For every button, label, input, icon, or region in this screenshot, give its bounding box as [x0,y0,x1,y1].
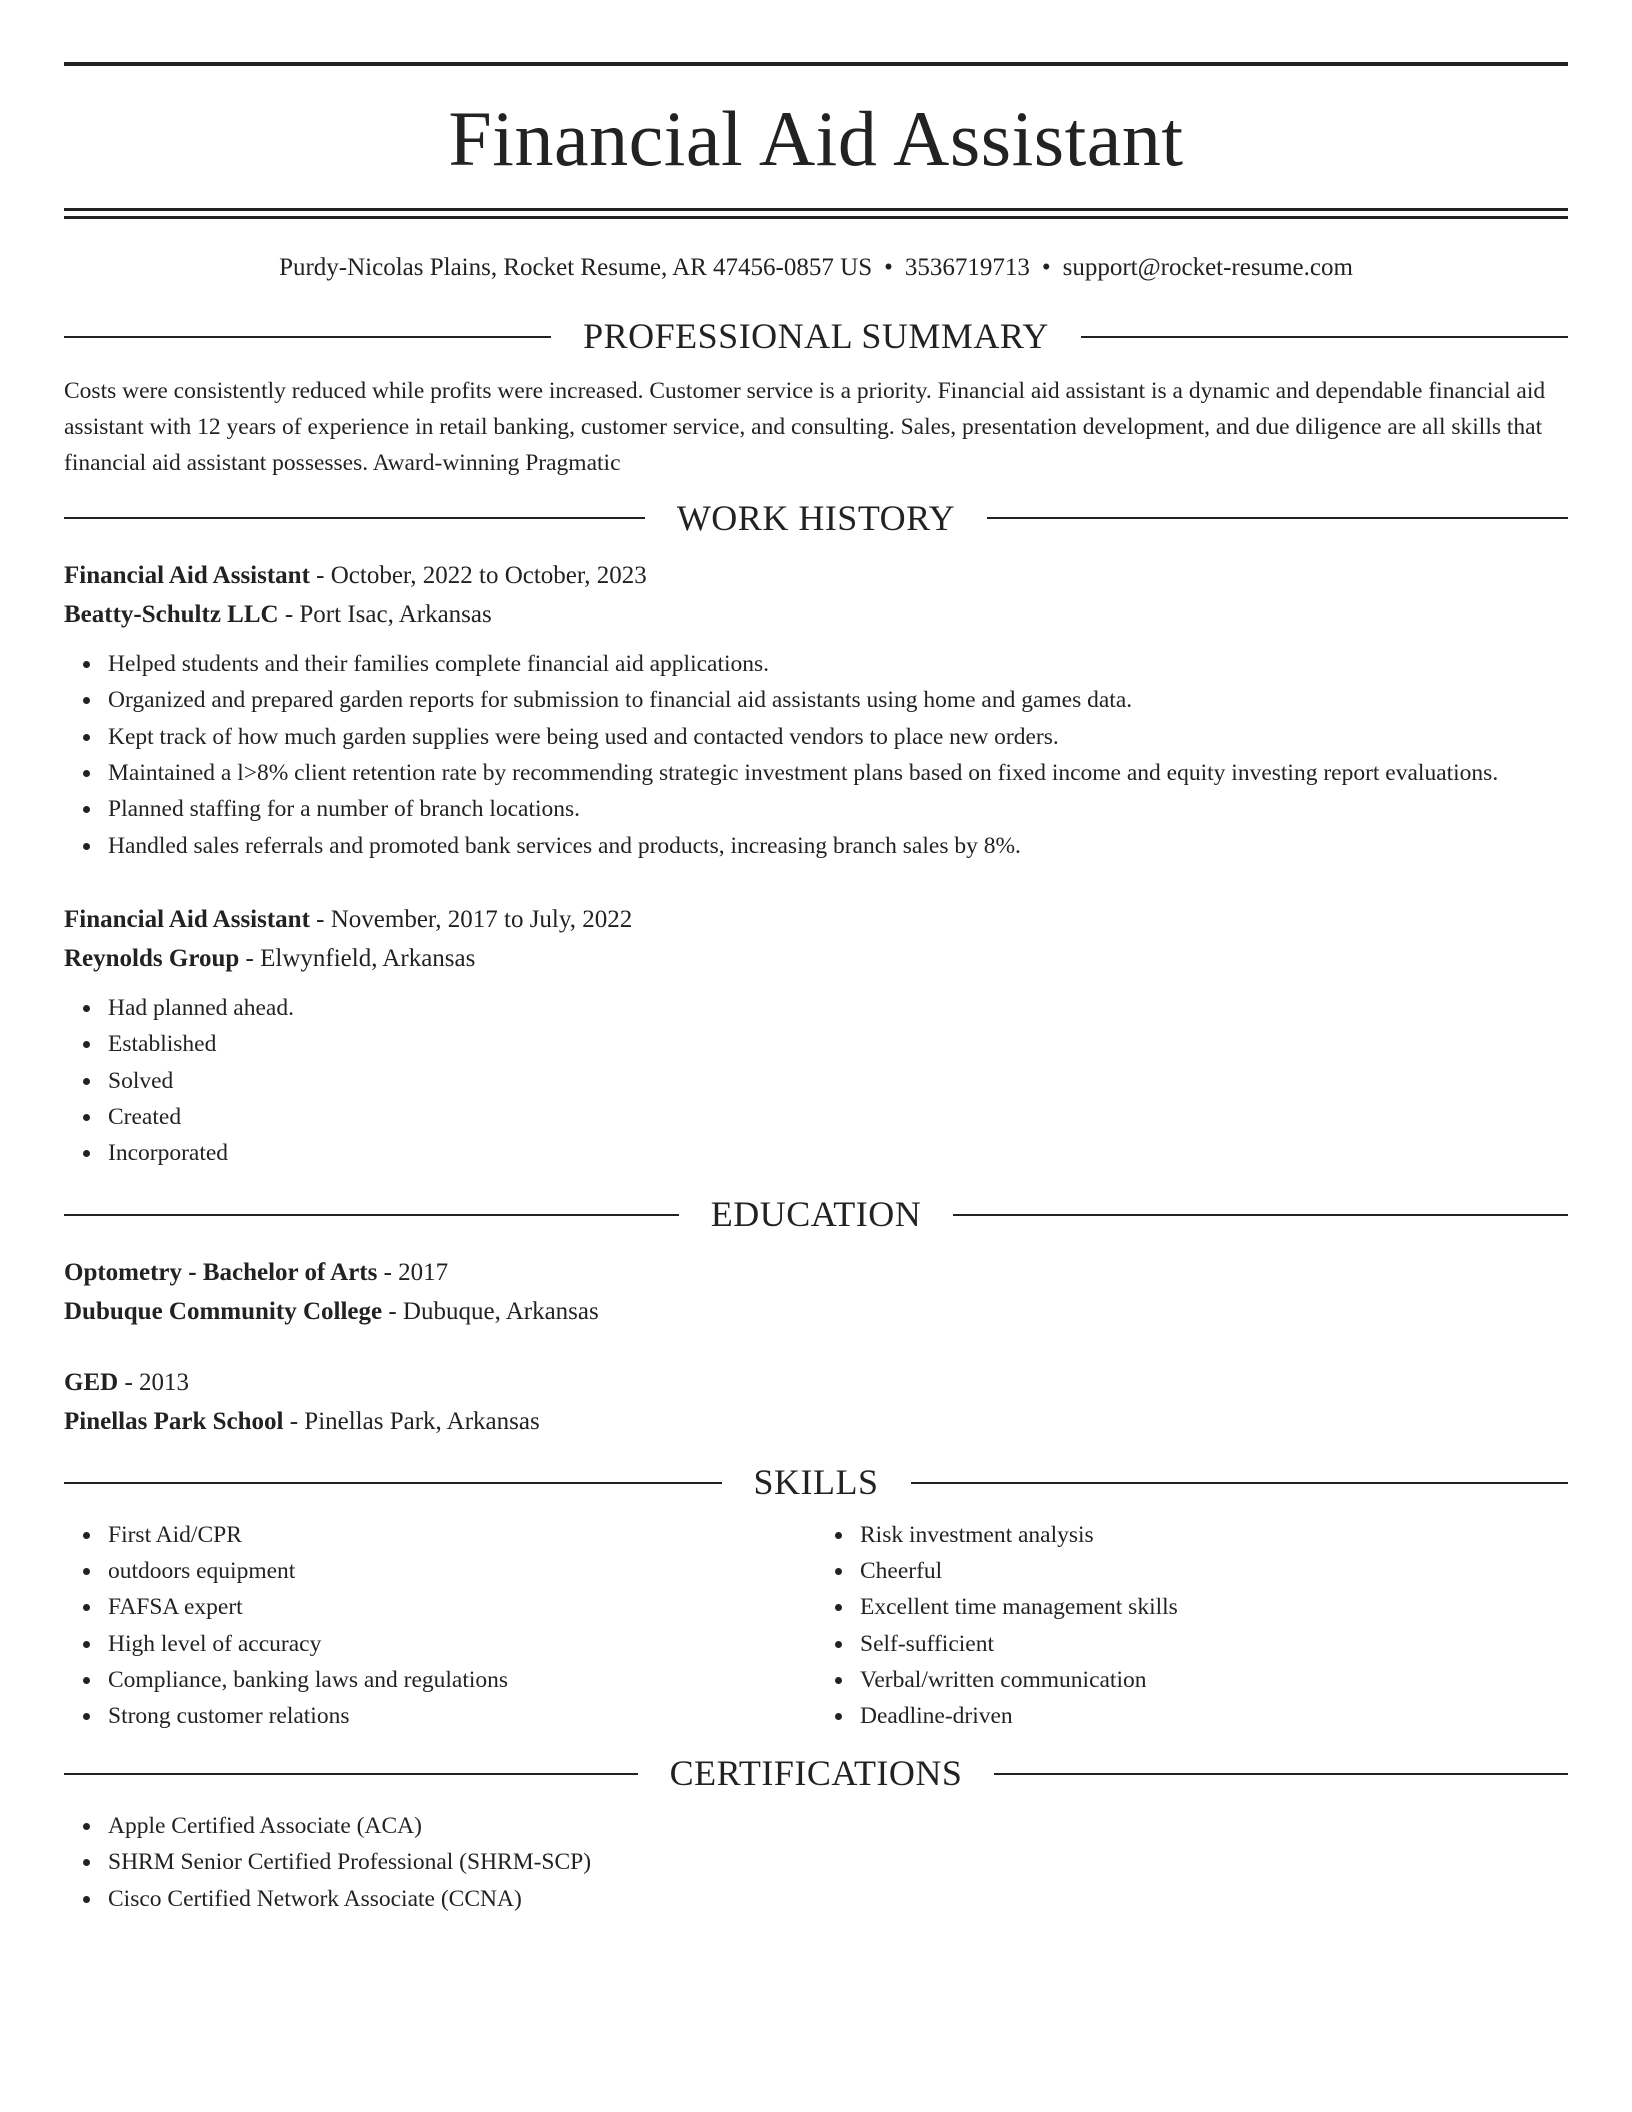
job-org-line [64,939,1568,978]
list-item: Apple Certified Associate (ACA) [108,1808,1568,1844]
job-title-line [64,900,1568,939]
skills-list-right [816,1517,1568,1735]
list-item: Established [108,1026,1568,1062]
education-entry [64,1253,1568,1331]
job-title: Financial Aid Assistant [64,562,310,590]
section-heading-education [64,1195,1568,1235]
list-item: Cisco Certified Network Associate (CCNA) [108,1881,1568,1917]
list-item: High level of accuracy [108,1626,816,1662]
education-heading: EDUCATION [710,1194,922,1235]
heading-rule-right [953,1214,1568,1216]
list-item: Had planned ahead. [108,990,1568,1026]
job-title: Financial Aid Assistant [64,905,310,933]
job-entry [64,556,1568,864]
list-item: FAFSA expert [108,1589,816,1625]
contact-phone: 3536719713 [904,254,1030,281]
heading-rule-right [994,1773,1568,1775]
job-entry [64,900,1568,1171]
list-item: Incorporated [108,1135,1568,1171]
education-year: - 2017 [377,1259,449,1287]
list-item: Solved [108,1063,1568,1099]
job-dates: - November, 2017 to July, 2022 [309,905,633,933]
list-item: Self-sufficient [860,1626,1568,1662]
certifications-heading: CERTIFICATIONS [669,1753,963,1794]
education-school-line [64,1292,1568,1331]
education-degree: GED [64,1369,119,1397]
education-year: - 2013 [118,1369,190,1397]
job-company: Beatty-Schultz LLC [64,601,279,629]
certifications-list [64,1808,1568,1917]
heading-rule-right [1081,336,1568,338]
heading-rule-left [64,336,551,338]
job-title-line [64,556,1568,595]
education-school: Dubuque Community College [64,1298,383,1326]
heading-rule-left [64,517,645,519]
list-item: Planned staffing for a number of branch locations. [108,791,1568,827]
list-item: Verbal/written communication [860,1662,1568,1698]
title-double-rule [64,208,1568,219]
contact-address: Purdy-Nicolas Plains, Rocket Resume, AR 47456-0857 US [279,254,873,281]
list-item: Deadline-driven [860,1698,1568,1734]
heading-rule-left [64,1214,679,1216]
list-item: Organized and prepared garden reports for submission to financial aid assistants using home and games data. [108,682,1568,718]
list-item: Risk investment analysis [860,1517,1568,1553]
job-location: - Elwynfield, Arkansas [239,944,476,972]
work-heading: WORK HISTORY [676,497,956,538]
education-degree-line [64,1363,1568,1402]
list-item: Compliance, banking laws and regulations [108,1662,816,1698]
education-degree-line [64,1253,1568,1292]
section-heading-skills [64,1463,1568,1503]
contact-line [64,253,1568,283]
contact-separator: • [884,254,893,281]
section-heading-certifications [64,1754,1568,1794]
heading-rule-right [911,1482,1569,1484]
education-school: Pinellas Park School [64,1408,284,1436]
heading-rule-left [64,1482,722,1484]
education-location: - Pinellas Park, Arkansas [283,1408,540,1436]
summary-text: Costs were consistently reduced while profits were increased. Customer service is a priority. Financial aid assistant is a dynamic and dependable financial aid assistant with 12 years of experience in retail banking, customer service, and consulting. Sales, presentation development, and due diligence are all skills that financial aid assistant possesses. Award-winning Pragmatic [64,377,1546,476]
contact-separator: • [1041,254,1051,281]
list-item: Maintained a l>8% client retention rate by recommending strategic investment plans based on fixed income and equity investing report evaluations. [108,755,1568,791]
job-location: - Port Isac, Arkansas [278,601,492,629]
list-item: Excellent time management skills [860,1589,1568,1625]
contact-email: support@rocket-resume.com [1062,254,1353,281]
list-item: Created [108,1099,1568,1135]
education-school-line [64,1402,1568,1441]
section-heading-summary [64,317,1568,357]
heading-rule-right [987,517,1568,519]
list-item: First Aid/CPR [108,1517,816,1553]
job-dates: - October, 2022 to October, 2023 [309,562,647,590]
section-heading-work [64,499,1568,539]
resume-title: Financial Aid Assistant [448,95,1184,182]
list-item: Handled sales referrals and promoted bank services and products, increasing branch sales by 8%. [108,828,1568,864]
education-degree: Optometry - Bachelor of Arts [64,1259,378,1287]
heading-rule-left [64,1773,638,1775]
list-item: Helped students and their families complete financial aid applications. [108,646,1568,682]
list-item: SHRM Senior Certified Professional (SHRM-SCP) [108,1844,1568,1880]
education-entry [64,1363,1568,1441]
skills-heading: SKILLS [753,1462,879,1503]
skills-list-left [64,1517,816,1735]
job-company: Reynolds Group [64,944,240,972]
summary-heading: PROFESSIONAL SUMMARY [583,316,1049,356]
list-item: outdoors equipment [108,1553,816,1589]
top-rule [64,62,1568,66]
job-duties-list [64,990,1568,1171]
skills-grid [64,1513,1568,1735]
list-item: Kept track of how much garden supplies were being used and contacted vendors to place new orders. [108,719,1568,755]
education-location: - Dubuque, Arkansas [382,1298,599,1326]
job-duties-list [64,646,1568,864]
list-item: Strong customer relations [108,1698,816,1734]
list-item: Cheerful [860,1553,1568,1589]
job-org-line [64,595,1568,634]
